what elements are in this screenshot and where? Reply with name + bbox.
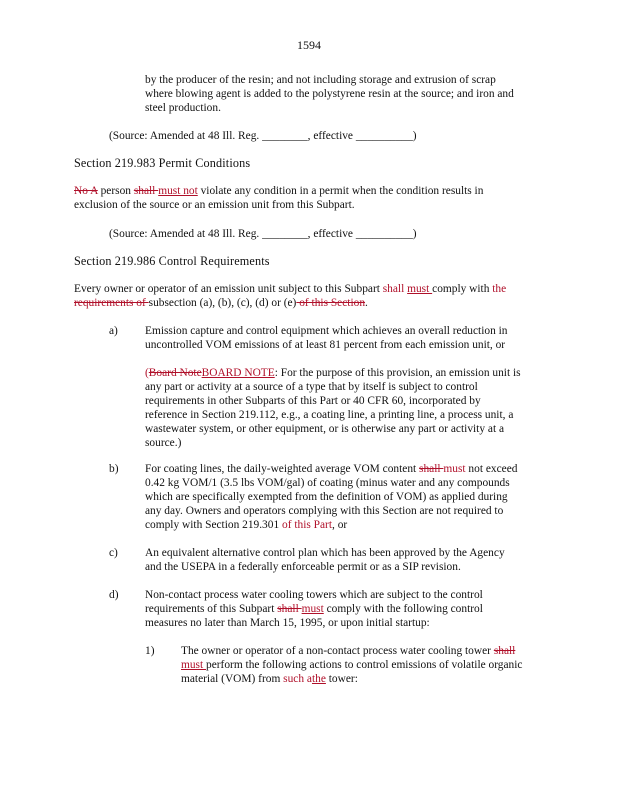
inserted-text: the (311, 673, 326, 685)
text: tower: (325, 673, 358, 685)
item-b-line-1 (145, 462, 517, 476)
item-b-line-5 (145, 518, 347, 532)
section-983-line-2: exclusion of the source or an emission unit from this Subpart. (74, 199, 355, 211)
item-d1-line-2 (181, 658, 522, 672)
item-d-line-3: measures no later than March 15, 1995, or upon initial startup: (145, 617, 430, 629)
text: comply with Section 219.301 (145, 519, 282, 531)
deleted-text: Board Note (148, 367, 202, 379)
item-d-line-1: Non-contact process water cooling towers which are subject to the control (145, 589, 483, 601)
item-d1-label: 1) (145, 645, 155, 657)
item-d-label: d) (109, 589, 119, 601)
page-number: 1594 (297, 38, 321, 52)
deleted-text: shall (277, 603, 302, 615)
deleted-text: No A (74, 185, 98, 197)
inserted-text: must not (158, 185, 198, 197)
item-a-line-2: uncontrolled VOM emissions of at least 81 percent from each emission unit, or (145, 339, 506, 351)
text: requirements of this Subpart (145, 603, 278, 615)
inserted-text: must (301, 603, 324, 615)
deleted-text: shall (133, 185, 159, 197)
text: perform the following actions to control emissions of volatile organic (206, 659, 523, 671)
item-c-label: c) (109, 547, 118, 559)
board-note-line-6: source.) (145, 437, 182, 449)
inserted-text: must (407, 283, 433, 295)
item-d1-line-3 (181, 672, 358, 686)
inserted-text: the (492, 283, 507, 295)
board-note-line-1 (145, 366, 521, 380)
item-b-label: b) (109, 463, 119, 475)
inserted-text: must (181, 659, 207, 671)
section-986-line-1 (74, 282, 506, 296)
board-note-line-4: reference in Section 219.112, e.g., a coating line, a printing line, a process unit, a (145, 409, 514, 421)
text: person (97, 185, 134, 197)
board-note-line-3: requirements in other Subparts of this Part or 40 CFR 60, incorporated by (145, 395, 481, 407)
section-983-line-1 (74, 184, 483, 198)
deleted-text: of this Section (296, 297, 366, 309)
text: material (VOM) from (181, 673, 284, 685)
text: ( (145, 367, 149, 379)
source-note-1: (Source: Amended at 48 Ill. Reg. ________, effective __________) (109, 130, 417, 142)
intro-line-1: by the producer of the resin; and not including storage and extrusion of scrap (145, 74, 496, 86)
item-d1-line-1 (181, 644, 515, 658)
deleted-text: shall (493, 645, 516, 657)
section-986-heading: Section 219.986 Control Requirements (74, 254, 270, 268)
inserted-text: must (443, 463, 466, 475)
text: The owner or operator of a non-contact process water cooling tower (181, 645, 494, 657)
item-a-label: a) (109, 325, 118, 337)
inserted-text: shall (382, 283, 408, 295)
inserted-text: BOARD NOTE (201, 367, 275, 379)
intro-line-3: steel production. (145, 102, 221, 114)
deleted-text: requirements of (74, 297, 149, 309)
inserted-text: such (283, 673, 305, 685)
board-note-line-5: wastewater system, or other equipment, or is otherwise any part or activity at a (145, 423, 505, 435)
item-b-line-4: any day. Owners and operators complying with this Section are not required to (145, 505, 504, 517)
intro-line-2: where blowing agent is added to the polystyrene resin at the source; and iron and (145, 88, 514, 100)
text: : For the purpose of this provision, an emission unit is (274, 367, 521, 379)
inserted-text: of this Part (282, 519, 332, 531)
section-983-heading: Section 219.983 Permit Conditions (74, 156, 251, 170)
item-c-line-1: An equivalent alternative control plan which has been approved by the Agency (145, 547, 505, 559)
item-c-line-2: and the USEPA in a federally enforceable permit or as a SIP revision. (145, 561, 461, 573)
text: comply with (432, 283, 493, 295)
deleted-text: shall (419, 463, 444, 475)
text: violate any condition in a permit when the condition results in (197, 185, 484, 197)
item-a-line-1: Emission capture and control equipment which achieves an overall reduction in (145, 325, 508, 337)
text: . (365, 297, 368, 309)
text: comply with the following control (323, 603, 483, 615)
text: For coating lines, the daily-weighted average VOM content (145, 463, 420, 475)
text: not exceed (465, 463, 518, 475)
inserted-text: a (306, 673, 312, 685)
text: Every owner or operator of an emission unit subject to this Subpart (74, 283, 383, 295)
source-note-2: (Source: Amended at 48 Ill. Reg. ________, effective __________) (109, 228, 417, 240)
item-b-line-2: 0.42 kg VOM/1 (3.5 lbs VOM/gal) of coating (minus water and any compounds (145, 477, 510, 489)
section-986-line-2 (74, 296, 368, 310)
text: , or (332, 519, 348, 531)
board-note-line-2: any part or activity at a source of a type that by itself is subject to control (145, 381, 478, 393)
text: subsection (a), (b), (c), (d) or (e) (148, 297, 297, 309)
item-b-line-3: which are specifically exempted from the definition of VOM) as applied during (145, 491, 508, 503)
item-d-line-2 (145, 602, 483, 616)
